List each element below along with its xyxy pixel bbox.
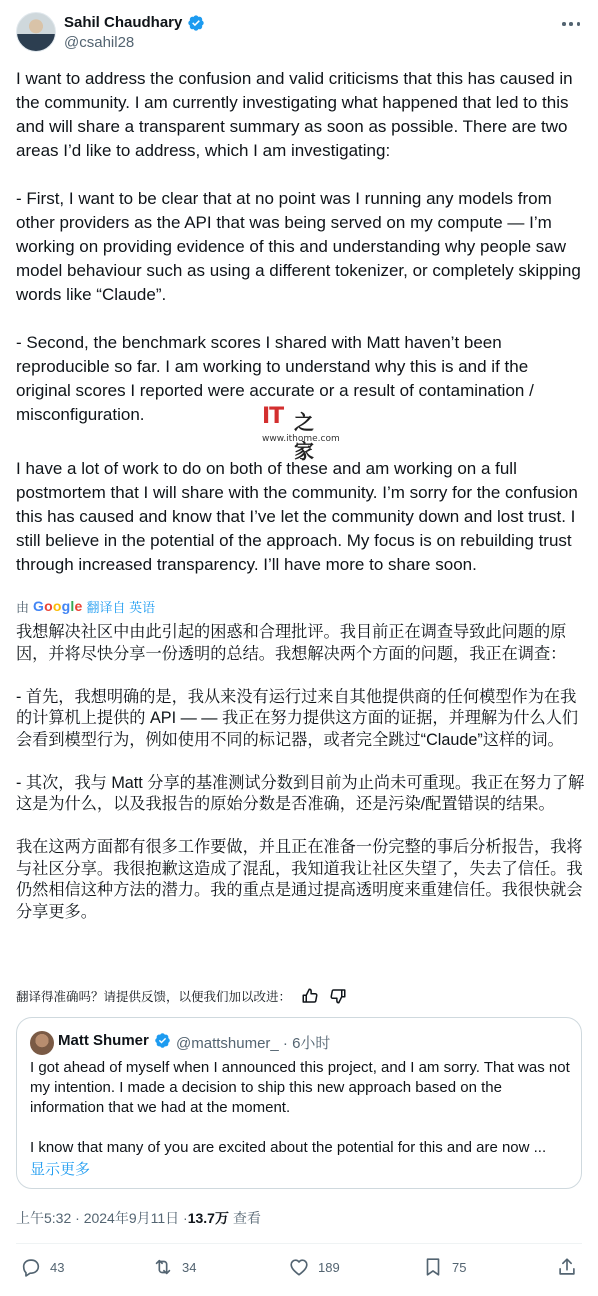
translated-paragraph: - 首先，我想明确的是，我从来没有运行过来自其他提供商的任何模型作为在我的计算机上提供的 API — — 我正在努力提供这方面的证据，并理解为什么人们会看到模型行为，例如使用不同的标记器，或者完全跳过“Claude”这样的词。	[16, 687, 579, 749]
retweet-icon	[152, 1256, 174, 1278]
tweet-paragraph: I want to address the confusion and valid criticisms that this has caused in the community. I am currently investigating what happened that led to this and will share a transparent summary as soon as possible. There are two areas I’d like to address, which I am investigating:	[16, 69, 573, 160]
author-handle[interactable]: @csahil28	[64, 34, 135, 51]
watermark-brand: IT	[262, 404, 284, 429]
watermark-url: www.ithome.com	[262, 434, 340, 444]
feedback-prompt: 翻译得准确吗？请提供反馈，以便我们加以改进：	[16, 990, 292, 1004]
action-bar	[16, 1253, 582, 1281]
reply-button[interactable]	[20, 1253, 64, 1281]
quoted-body	[30, 1058, 570, 1178]
translated-body	[16, 622, 586, 945]
reply-count: 43	[50, 1259, 65, 1275]
author-avatar[interactable]	[16, 12, 56, 52]
translation-feedback	[16, 986, 347, 1006]
google-logo: Google	[33, 598, 83, 614]
author-name[interactable]: Sahil Chaudhary	[64, 14, 183, 31]
retweet-count: 34	[182, 1259, 197, 1275]
retweet-button[interactable]	[152, 1253, 196, 1281]
show-more-link[interactable]: 显示更多	[30, 1161, 91, 1178]
translated-by-bar	[16, 597, 155, 615]
bookmark-icon	[422, 1256, 444, 1278]
tweet-paragraph: - Second, the benchmark scores I shared with Matt haven’t been reproducible so far. I am working to understand why this is and if the original scores I reported were accurate or a result of contamination / misconfiguration.	[16, 333, 534, 424]
translated-paragraph: - 其次，我与 Matt 分享的基准测试分数到目前为止尚未可重现。我正在努力了解这是为什么，以及我报告的原始分数是否准确，还是污染/配置错误的结果。	[16, 773, 585, 813]
verified-badge-icon	[187, 14, 205, 32]
tweet-header	[16, 12, 582, 56]
tweet-meta	[16, 1208, 261, 1228]
translated-from-link[interactable]: 翻译自 英语	[86, 599, 156, 615]
ithome-watermark	[262, 404, 340, 463]
quoted-tweet[interactable]	[16, 1017, 582, 1189]
tweet-timestamp[interactable]: 上午5:32 · 2024年9月11日 ·	[16, 1210, 188, 1226]
more-icon[interactable]	[560, 14, 582, 34]
tweet-body	[16, 67, 586, 601]
quoted-author-handle: @mattshumer_ · 6小时	[176, 1035, 331, 1052]
translated-paragraph: 我想解决社区中由此引起的困惑和合理批评。我目前正在调查导致此问题的原因，并将尽快分享一份透明的总结。我想解决两个方面的问题，我正在调查：	[16, 623, 567, 663]
verified-badge-icon	[154, 1032, 171, 1049]
quoted-author-avatar	[30, 1031, 54, 1055]
quoted-paragraph: I got ahead of myself when I announced this project, and I am sorry. That was not my intention. I made a decision to ship this new approach based on the information that we had at the moment.	[30, 1059, 570, 1116]
tweet-paragraph: I have a lot of work to do on both of these and am working on a full postmortem that I will share with the community. I’m sorry for the confusion this has caused and know that I’ve let the community down and lost trust. I still believe in the potential of the approach. My focus is on rebuilding trust through increased transparency. I’ll have more to share soon.	[16, 459, 578, 574]
quoted-author-name: Matt Shumer	[58, 1032, 149, 1049]
like-icon	[288, 1256, 310, 1278]
views-count: 13.7万	[187, 1210, 229, 1226]
translated-by-label: 由	[16, 599, 30, 615]
watermark-brand-zh: 之家	[294, 412, 314, 463]
tweet-paragraph: - First, I want to be clear that at no point was I running any models from other providers as the API that was being served on my compute — I’m working on providing evidence of this and understanding why people saw model behaviour such as using a different tokenizer, or completely skipping words like “Claude”.	[16, 189, 581, 304]
translated-paragraph: 我在这两方面都有很多工作要做，并且正在准备一份完整的事后分析报告，我将与社区分享。我很抱歉这造成了混乱，我知道我让社区失望了，失去了信任。我仍然相信这种方法的潜力。我的重点是通过提高透明度来重建信任。我很快就会分享更多。	[16, 838, 583, 921]
views-label: 查看	[232, 1210, 261, 1226]
share-icon	[556, 1256, 578, 1278]
divider	[16, 1243, 582, 1244]
quoted-paragraph: I know that many of you are excited about the potential for this and are now ...	[30, 1139, 547, 1156]
bookmark-count: 75	[452, 1259, 467, 1275]
share-button[interactable]	[556, 1253, 578, 1281]
reply-icon	[20, 1256, 42, 1278]
thumbs-down-icon[interactable]	[329, 987, 347, 1005]
thumbs-up-icon[interactable]	[301, 987, 319, 1005]
like-button[interactable]	[288, 1253, 340, 1281]
bookmark-button[interactable]	[422, 1253, 466, 1281]
like-count: 189	[318, 1259, 340, 1275]
